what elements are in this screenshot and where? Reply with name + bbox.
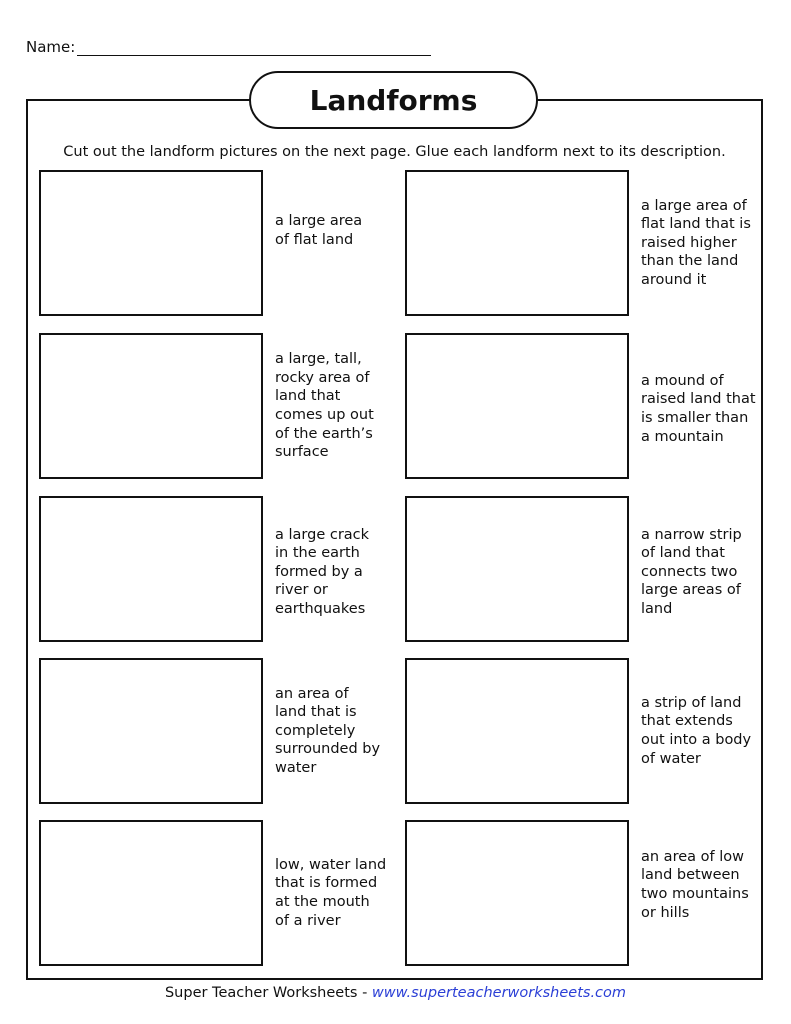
glue-box-left-2[interactable] <box>39 333 263 479</box>
glue-box-right-1[interactable] <box>405 170 629 316</box>
footer-brand: Super Teacher Worksheets - <box>164 985 372 1001</box>
description-right-4: a strip of land that extends out into a body of water <box>641 694 752 767</box>
description-left-4: an area of land that is completely surrounded by water <box>275 685 381 776</box>
description-left-5: low, water land that is formed at the mouth of a river <box>275 856 387 929</box>
footer-url-link[interactable]: www.superteacherworksheets.com <box>371 985 627 1001</box>
description-left-2: a large, tall, rocky area of land that comes up out of the earth’s surface <box>275 351 374 461</box>
name-field-row <box>26 38 431 56</box>
instructions: Cut out the landform pictures on the next page. Glue each landform next to its description. <box>63 144 726 160</box>
glue-box-left-5[interactable] <box>39 820 263 966</box>
description-left-3: a large crack in the earth formed by a river or earthquakes <box>275 526 370 617</box>
glue-box-right-2[interactable] <box>405 333 629 479</box>
description-right-3: a narrow strip of land that connects two large areas of land <box>641 526 742 617</box>
name-label: Name: <box>26 38 76 56</box>
glue-box-right-3[interactable] <box>405 496 629 642</box>
description-right-2: a mound of raised land that is smaller than a mountain <box>641 372 756 445</box>
footer <box>0 985 791 1001</box>
glue-box-right-4[interactable] <box>405 658 629 804</box>
description-right-5: an area of low land between two mountains or hills <box>641 848 749 921</box>
name-input-line[interactable] <box>77 40 431 56</box>
glue-box-left-1[interactable] <box>39 170 263 316</box>
page-title: Landforms <box>249 71 538 129</box>
glue-box-left-3[interactable] <box>39 496 263 642</box>
description-left-1: a large area of flat land <box>275 213 363 248</box>
description-right-1: a large area of flat land that is raised higher than the land around it <box>641 197 751 288</box>
glue-box-right-5[interactable] <box>405 820 629 966</box>
glue-box-left-4[interactable] <box>39 658 263 804</box>
